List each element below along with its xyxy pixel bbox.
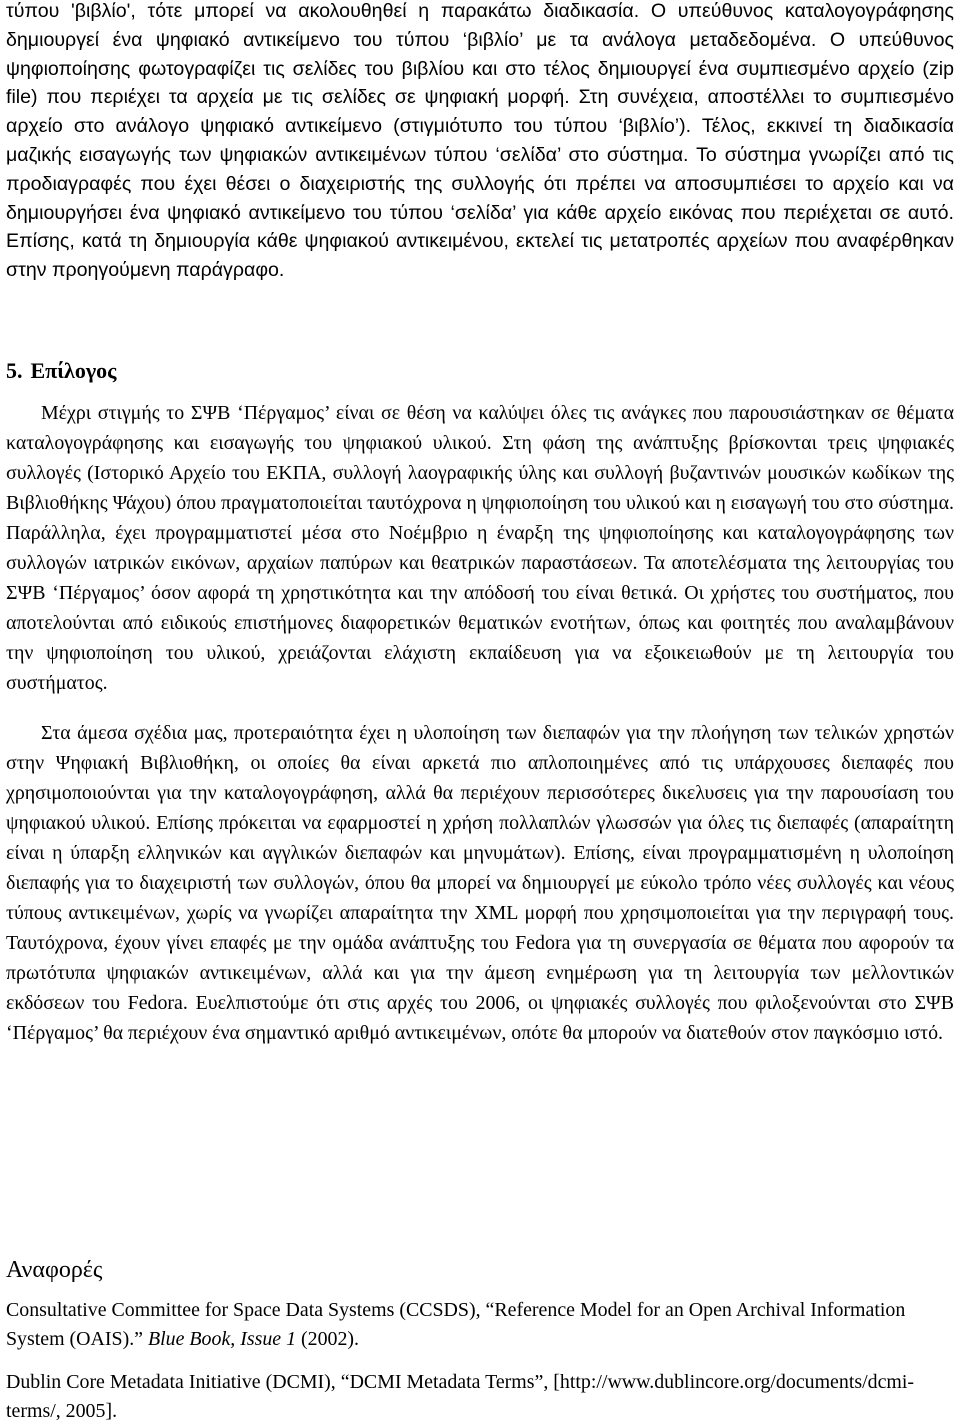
section-heading-epilogue xyxy=(6,356,116,386)
section-title: Επίλογος xyxy=(30,358,117,383)
epilogue-section xyxy=(6,398,954,1048)
section-number: 5. xyxy=(6,358,23,383)
lead-paragraph: τύπου 'βιβλίο', τότε μπορεί να ακολουθηθεί η παρακάτω διαδικασία. Ο υπεύθυνος καταλογογράφησης δημιουργεί ένα ψηφιακό αντικείμενο του τύπου ‘βιβλίο’ με τα ανάλογα μεταδεδομένα. Ο υπεύθυνος ψηφιοποίησης φωτογραφίζει τις σελίδες του βιβλίου και στο τέλος δημιουργεί ένα συμπιεσμένο αρχείο (zip file) που περιέχει τα αρχεία με τις σελίδες σε ψηφιακή μορφή. Στη συνέχεια, αποστέλλει το συμπιεσμένο αρχείο στο ανάλογο ψηφιακό αντικείμενο (στιγμιότυπο του τύπου ‘βιβλίο’). Τέλος, εκκινεί τη διαδικασία μαζικής εισαγωγής των ψηφιακών αντικειμένων τύπου ‘σελίδα’ στο σύστημα. Το σύστημα γνωρίζει από τις προδιαγραφές που έχει θέσει ο διαχειριστής της συλλογής ότι πρέπει να αποσυμπιέσει το αρχείο και να δημιουργήσει ένα ψηφιακό αντικείμενο του τύπου ‘σελίδα’ για κάθε αρχείο εικόνας που περιέχεται σε αυτό. Επίσης, κατά τη δημιουργία κάθε ψηφιακού αντικειμένου, εκτελεί τις μετατροπές αρχείων που αναφέρθηκαν στην προηγούμενη παράγραφο. xyxy=(6,0,954,282)
reference-item xyxy=(6,1368,954,1426)
references-heading: Αναφορές xyxy=(6,1257,103,1283)
references-list xyxy=(6,1296,954,1426)
reference-text: Dublin Core Metadata Initiative (DCMI), “DCMI Metadata Terms”, [http://www.dublincore.org/documents/dcmi-terms/, 2005]. xyxy=(6,1371,915,1422)
reference-italic: Blue Book, Issue 1 xyxy=(147,1328,297,1350)
reference-text: Consultative Committee for Space Data Systems (CCSDS), “Reference Model for an Open Archival Information System (OAIS).” xyxy=(6,1299,906,1350)
reference-text-end: (2002). xyxy=(296,1328,360,1350)
reference-item xyxy=(6,1296,954,1354)
epilogue-paragraph-2: Στα άμεσα σχέδια μας, προτεραιότητα έχει η υλοποίηση των διεπαφών για την πλοήγηση των τελικών χρηστών στην Ψηφιακή Βιβλιοθήκη, οι οποίες θα είναι αρκετά πιο απλοποιημένες από τις υπάρχουσες διεπαφές που χρησιμοποιούνται για την καταλογογράφηση, αλλά θα περιέχουν περισσότερες δικελυσεις για την παρουσίαση του ψηφιακού υλικού. Επίσης πρόκειται να εφαρμοστεί η χρήση πολλαπλών γλωσσών για όλες τις διεπαφές (απαραίτητη είναι η ύπαρξη ελληνικών και αγγλικών διεπαφών και μηνυμάτων). Επίσης, είναι προγραμματισμένη η υλοποίηση διεπαφής για το διαχειριστή των συλλογών, όπου θα μπορεί να δημιουργεί με εύκολο τρόπο νέες συλλογές και νέους τύπους αντικειμένων, χωρίς να γνωρίζει απαραίτητα την XML μορφή που χρησιμοποιείται για την περιγραφή τους. Ταυτόχρονα, έχουν γίνει επαφές με την ομάδα ανάπτυξης του Fedora για τη συνεργασία σε θέματα που αφορούν τα πρωτότυπα ψηφιακών αντικειμένων, αλλά και για την άμεση ενημέρωση για τη λειτουργία των μελλοντικών εκδόσεων του Fedora. Ευελπιστούμε ότι στις αρχές του 2006, οι ψηφιακές συλλογές που φιλοξενούνται στο ΣΨΒ ‘Πέργαμος’ θα περιέχουν ένα σημαντικό αριθμό αντικειμένων, οπότε θα μπορούν να διατεθούν στον παγκόσμιο ιστό. xyxy=(6,722,954,1044)
epilogue-paragraph-1: Μέχρι στιγμής το ΣΨΒ ‘Πέργαμος’ είναι σε θέση να καλύψει όλες τις ανάγκες που παρουσιάστηκαν σε θέματα καταλογογράφησης και εισαγωγής του ψηφιακού υλικού. Στη φάση της ανάπτυξης βρίσκονται τρεις ψηφιακές συλλογές (Ιστορικό Αρχείο του ΕΚΠΑ, συλλογή λαογραφικής ύλης και συλλογή βυζαντινών μουσικών κωδίκων της Βιβλιοθήκης Ψάχου) όπου πραγματοποιείται ταυτόχρονα η ψηφιοποίηση του υλικού και η εισαγωγή του στο σύστημα. Παράλληλα, έχει προγραμματιστεί μέσα στο Νοέμβριο η έναρξη της ψηφιοποίησης και καταλογογράφησης των συλλογών ιατρικών εικόνων, αρχαίων παπύρων και θεατρικών παραστάσεων. Τα αποτελέσματα της λειτουργίας του ΣΨΒ ‘Πέργαμος’ όσον αφορά τη χρηστικότητα και την απόδοσή του είναι θετικά. Οι χρήστες του συστήματος, που αποτελούνται από ειδικούς επιστήμονες διαφορετικών θεματικών ενοτήτων, όπως και φοιτητές που αναλαμβάνουν την ψηφιοποίηση του υλικού, χρειάζονται ελάχιστη εκπαίδευση για να εξοικειωθούν με τη λειτουργία του συστήματος. xyxy=(6,402,954,694)
document-page xyxy=(6,0,954,1422)
